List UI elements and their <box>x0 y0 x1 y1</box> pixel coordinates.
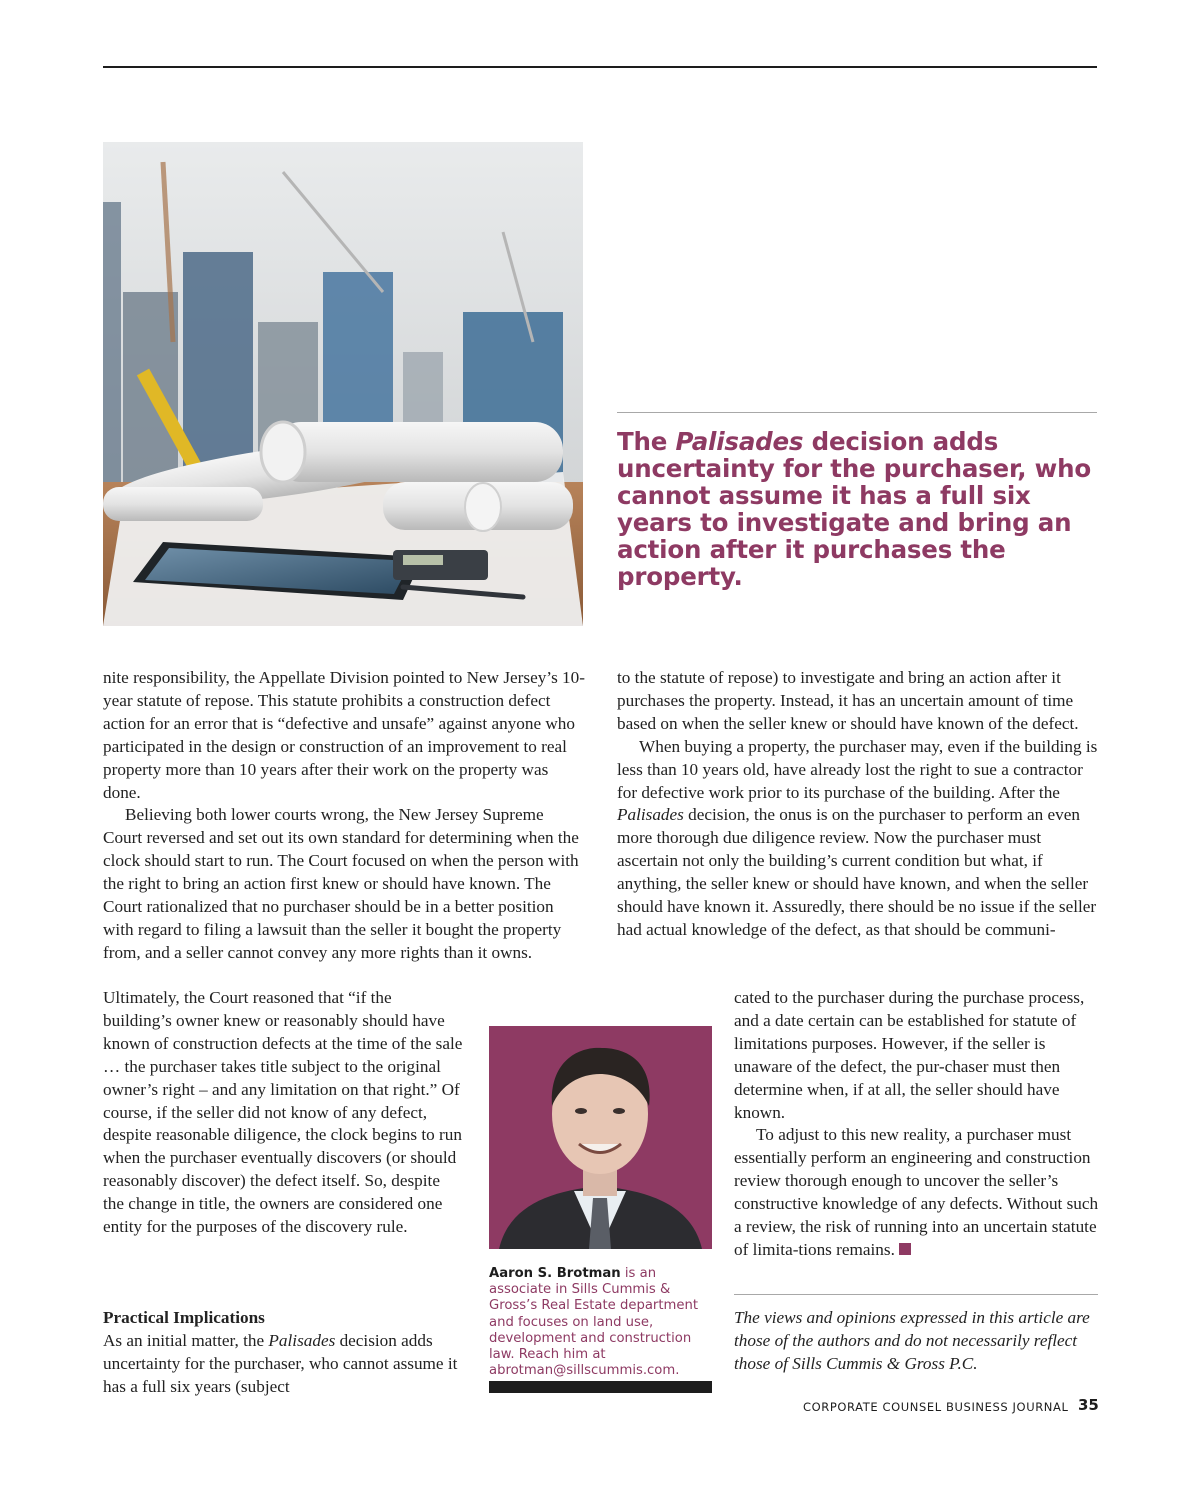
author-portrait <box>489 1026 712 1249</box>
page-number: 35 <box>1078 1396 1099 1414</box>
left-column-top <box>103 667 587 965</box>
paragraph: Ultimately, the Court reasoned that “if the building’s owner knew or reasonably should have known of construction defects at the time of the sale … the purchaser takes title subject to the original owner’s right – and any limitation on that right.” Of course, if the seller did not know of any defect, despite reasonable diligence, the clock begins to run when the purchaser eventually discovers (or should reasonably discover) the defect itself. So, despite the change in title, the owners are considered one entity for the purposes of the discovery rule. <box>103 988 463 1237</box>
paragraph: to the statute of repose) to investigate and bring an action after it purchases the property. Instead, it has an uncertain amount of time based on when the seller knew or should have known of the defect. <box>617 668 1079 733</box>
paragraph: When buying a property, the purchaser may, even if the building is less than 10 years old, have already lost the right to sue a contractor for defective work prior to its purchase of the building. After the Palisades decision, the onus is on the purchaser to perform an even more thorough due diligence review. Now the purchaser must ascertain not only the building’s current condition but what, if anything, the seller knew or should have known, and when the seller should have known it. Assuredly, there should be no issue if the seller had actual knowledge of the defect, as that should be communi- <box>617 736 1098 939</box>
disclaimer: The views and opinions expressed in this article are those of the authors and do not necessarily reflect those of Sills Cummis & Gross P.C. <box>734 1308 1090 1373</box>
construction-blueprints-photo <box>103 142 583 626</box>
paragraph: To adjust to this new reality, a purchaser must essentially perform an engineering and construction review thorough enough to uncover the seller’s constructive knowledge of any defects. Without such a review, the risk of running into an uncertain statute of limita-tions remains. <box>734 1125 1099 1259</box>
top-rule <box>103 66 1097 68</box>
right-column-wrap <box>734 987 1102 1262</box>
left-column-bottom <box>103 1307 463 1399</box>
author-name: Aaron S. Brotman <box>489 1266 621 1281</box>
right-column-top <box>617 667 1101 942</box>
paragraph: As an initial matter, the Palisades decision adds uncertainty for the purchaser, who cannot assume it has a full six years (subject <box>103 1330 458 1396</box>
disclaimer-rule <box>734 1294 1098 1295</box>
pull-quote-case-name: Palisades <box>675 427 804 456</box>
paragraph: cated to the purchaser during the purchase process, and a date certain can be established for statute of limitations purposes. However, if the seller is unaware of the defect, the pur-chaser must then determine when, if at all, the seller should have known. <box>734 988 1085 1122</box>
pull-quote: The Palisades decision adds uncertainty for the purchaser, who cannot assume it has a full six years to investigate and bring an action after it purchases the property. <box>617 427 1091 591</box>
pull-quote-rule <box>617 412 1097 413</box>
author-box-bar <box>489 1381 712 1393</box>
journal-name: CORPORATE COUNSEL BUSINESS JOURNAL <box>803 1400 1069 1414</box>
end-of-article-mark <box>899 1243 911 1255</box>
section-subhead: Practical Implications <box>103 1308 265 1327</box>
paragraph: Believing both lower courts wrong, the New Jersey Supreme Court reversed and set out its own standard for determining when the clock should start to run. The Court focused on when the person with the right to bring an action first knew or should have known. The Court rationalized that no purchaser should be in a better position with regard to filing a lawsuit than the seller it bought the property from, and a seller cannot convey any more rights than it owns. <box>103 805 579 962</box>
left-column-wrap <box>103 987 463 1239</box>
paragraph: nite responsibility, the Appellate Division pointed to New Jersey’s 10-year statute of repose. This statute prohibits a construction defect action for an error that is “defective and unsafe” against anyone who participated in the design or construction of an improvement to real property more than 10 years after their work on the property was done. <box>103 668 585 802</box>
author-bio: Aaron S. Brotman is an associate in Sills Cummis & Gross’s Real Estate department and focuses on land use, development and construction law. Reach him at abrotman@sillscummis.com. <box>489 1266 698 1379</box>
